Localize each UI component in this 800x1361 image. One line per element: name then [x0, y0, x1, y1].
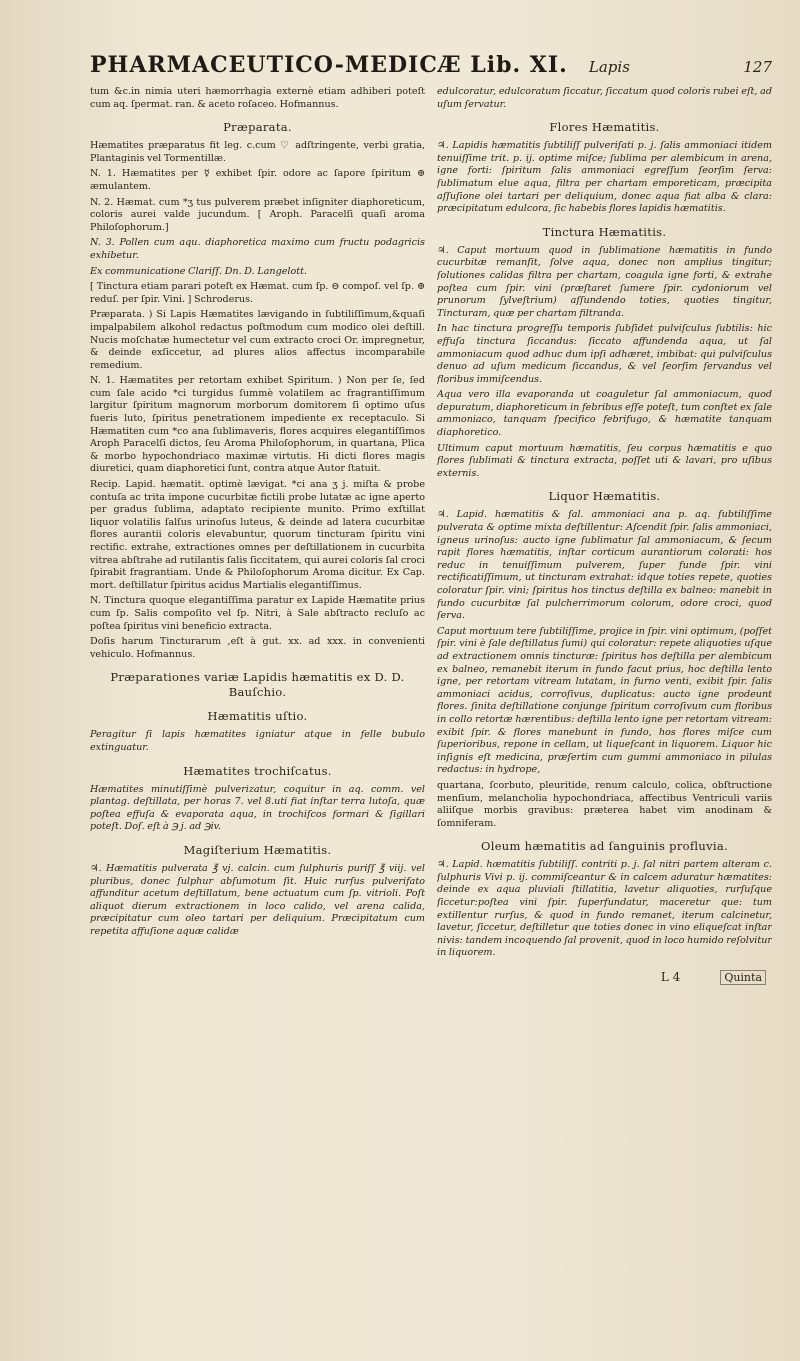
- paragraph: Ex communicatione Clariſſ. Dn. D. Langelott.: [90, 265, 308, 277]
- paragraph: ♃. Lapid. hæmatitis ſubtiliſſ. contriti p. j. ſal nitri partem alteram c. ſulphuris Vivi p. ij. commiſceantur & in calcem aduratur hæmatites: deinde ex aqua pluviali ſtillatitia, lavetur aliquoties, rurſuſque ſiccetur:poſtea vini ſpir. ſuperfundatur, maceretur que: tum extillentur rurſus, & quod in fundo remanet, iterum calcinetur, lavetur, ſiccetur, deſtilletur que toties donec in vino eliqueſcat inſtar nivis: tandem incoquendo ſal provenit, quod in loco humido reſolvitur in liquorem.: [437, 859, 772, 959]
- paragraph: tum &c.in nimia uteri hæmorrhagia externè etiam adhiberi poteſt cum aq. ſpermat. ran. & aceto roſaceo. Hofmannus.: [90, 86, 425, 110]
- paragraph: ♃. Hæmatitis pulverata ℥ vj. calcin. cum ſulphuris puriſſ ℥ viij. vel pluribus, donec ſulphur abſumotum ſit. Huic rurſus pulverifato affunditur acetum deſtillatum, bene actuatum cum ſp. vitrioli. Poſt aliquot dierum extractionem in loco calido, vel arena calida, præcipitatur cum oleo tartari per deliquium. Præcipitatum cum repetita affuſione aquæ calidæ: [90, 862, 425, 937]
- section-name: Lapis: [588, 58, 630, 76]
- paragraph: Ultimum caput mortuum hæmatitis, ſeu corpus hæmatitis e quo flores ſublimati & tinctura extracta, poſſet uti & lavari, pro uſibus externis.: [437, 442, 772, 479]
- page-number: 127: [743, 58, 772, 76]
- left-column: [90, 86, 425, 985]
- paragraph: ♃. Lapidis hæmatitis ſubtiliſſ pulveriſati p. j. ſalis ammoniaci itidem tenuiſſime trit. p. ij. optime miſce; ſublima per alembicum in arena, igne forti: ſpiritum ſalis ammoniaci egreſſum ſeorſim ſerva: ſublimatum elue aqua, filtra per chartam emporeticam, præcipita aſſuſione olei tartari per deliquium, donec aqua fiat alba & clara: præcipitatum edulcora, ſic habebis flores lapidis hæmatitis.: [437, 140, 772, 215]
- page-footer: [437, 970, 772, 985]
- section-heading: Flores Hæmatitis.: [549, 120, 660, 135]
- paragraph: N. Tinctura quoque elegantiſſima paratur ex Lapide Hæmatite prius cum ſp. Salis compoſito vel ſp. Nitri, à Sale abſtracto recluſo ac poſtea ſpiritus vini beneficio extracta.: [90, 595, 425, 632]
- paragraph: ♃. Lapid. hæmatitis & ſal. ammoniaci ana p. aq. ſubtiliſſime pulverata & optime mixta deſtillentur: Aſcendit ſpir. ſalis ammoniaci, igneus urinoſus: aucto igne ſublimatur ſal ammoniacum, & ſecum rapit flores hæmatitis, inſtar corticum aurantiorum colorati: hos reduc in tenuiſſimum pulverem, ſuper funde ſpir. vini rectificatiſſimum, ut tincturam extrahat: idque toties repete, quoties coloratur ſpir. vini; ſpiritus hos tinctus deſtilla ex balneo: manebit in fundo cucurbitæ ſal pulcherrimorum colorum, odore croci, quod ſerva.: [437, 509, 772, 622]
- paragraph: ♃. Caput mortuum quod in ſublimatione hæmatitis in fundo cucurbitæ remanſit, ſolve aqua, donec non amplius tingitur; ſolutiones calidas filtra per chartam, coagula igne forti, & extrahe poſtea cum ſpir. vini (præſtaret ſumere ſpir. cydoniorum vel prunorum ſylveſtrium) aſſundendo toties, quoties tingitur, Tincturam, quæ per chartam filtranda.: [437, 244, 772, 319]
- paragraph: Caput mortuum tere ſubtiliſſime, projice in ſpir. vini optimum, (poſſet ſpir. vini è ſale deſtillatus ſumi) qui coloratur: repete aliquoties uſque ad extractionem omnis tincturæ: ſpiritus hos deſtilla per alembicum ex balneo, remanebit iterum in fundo facut prius, hoc deſtilla lento igne, per retortam vitream lutatam, in furno venti, exibit ſpir. ſalis ammoniaci acidus, corroſivus, duplicatus: aucto igne prodeunt flores. ſinita deſtillatione conjunge ſpiritum corroſivum cum floribus in collo retortæ hærentibus: deſtilla lento igne per retortam vitream: exibit ſpir. & flores manebunt in fundo, hos flores miſce cum ſuperioribus, repone in cellam, ut liqueſcant in liquorem. Liquor hic inſignis eſt medicina, præſertim cum gummi ammoniaco in pilulas redactus: in hydrope,: [437, 625, 772, 776]
- section-heading: Tinctura Hæmatitis.: [542, 224, 667, 239]
- section-heading: Præparata.: [223, 120, 292, 135]
- paragraph: N. 3. Pollen cum aqu. diaphoretica maximo cum fructu podagricis exhibetur.: [90, 237, 425, 261]
- paragraph: Præparata. ) Si Lapis Hæmatites lævigando in ſubtiliſſimum,&quaſi impalpabilem alkohol redactus poſtmodum cum modico olei deſtill. Nucis moſchatæ humectetur vel cum extracto croci Or. impregnetur, & deinde exſiccetur, ad plures alios affectus incomparabile remedium.: [90, 309, 425, 371]
- paragraph: Doſis harum Tincturarum ,eſt à gut. xx. ad xxx. in convenienti vehiculo. Hofmannus.: [90, 636, 425, 660]
- text-columns: [90, 86, 772, 985]
- paragraph: Aqua vero illa evaporanda ut coaguletur ſal ammoniacum, quod depuratum, diaphoreticum in febribus eſſe poteſt, tum conſtet ex ſale ammoniaco, tanquam ſpecifico febrifugo, & hæmatite tanquam diaphoretico.: [437, 389, 772, 439]
- paragraph: In hac tinctura progreſſu temporis ſubſidet pulviſculus ſubtilis: hic effuſa tinctura ſiccandus: ſiccato affundenda aqua, ut ſal ammoniacum quod adhuc dum ipſi adhæret, imbibat: qui pulviſculus denuo ad uſum medicum ſiccandus, & vel ſeorſim ſervandus vel floribus immiſcendus.: [437, 323, 772, 385]
- page-header: [90, 52, 772, 82]
- section-heading: Hæmatitis uſtio.: [207, 709, 308, 724]
- paragraph: Recip. Lapid. hæmatit. optimè lævigat. *ci ana ʒ j. miſta & probe contuſa ac trita impone cucurbitæ fictili probe lutatæ ac igne aperto per gradus ſublima, adaptato recipiente munito. Primo exſtillat liquor volatilis ſalſus urinoſus luteus, & deinde ad latera cucurbitæ flores aurantii coloris elevabuntur, quorum tincturam ſpiritu vini rectific. extrahe, extractiones omnes per deſtillationem in cucurbita vitrea abſtrahe ad rutilantis ſalis ſiccitatem, qui aurei coloris ſal croci ſpirabit fragrantiam. Unde & Philoſophorum Aroma dicitur. Ex Cap. mort. deſtillatur ſpiritus acidus Martialis elegantiſſimus.: [90, 479, 425, 591]
- paragraph: [ Tinctura etiam parari poteſt ex Hæmat. cum ſp. ⊖ compoſ. vel ſp. ⊕ reduſ. per ſpir. Vini. ] Schroderus.: [90, 281, 425, 305]
- section-heading: Præparationes variæ Lapidis hæmatitis ex D. D. Bauſchio.: [110, 670, 405, 700]
- paragraph: Hæmatites præparatus fit leg. c.cum ♡ adſtringente, verbi gratia, Plantaginis vel Tormentillæ.: [90, 140, 425, 164]
- signature-mark: L 4: [660, 970, 681, 985]
- right-column: [437, 86, 772, 985]
- section-heading: Magiſterium Hæmatitis.: [183, 842, 332, 857]
- paragraph: edulcoratur, edulcoratum ſiccatur, ſiccatum quod coloris rubei eſt, ad uſum ſervatur.: [437, 86, 772, 110]
- catchword: Quinta: [720, 970, 766, 985]
- paragraph: N. 1. Hæmatites per ☿ exhibet ſpir. odore ac ſapore ſpiritum ⊕ æmulantem.: [90, 168, 425, 192]
- paragraph: N. 1. Hæmatites per retortam exhibet Spiritum. ) Non per ſe, ſed cum ſale acido *ci turgidus ſummè volatilem ac fragrantiſſimum largitur ſpiritum magnorum morborum domitorem ſi optimo uſus fueris luto, ſpiritus penetrationem impediente ex receptaculo. Si Hæmatiten cum *co ana ſublimaveris, flores acquires elegantiſſimos Aroph Paracelſi dictos, ſeu Aroma Philoſophorum, in quartana, Plica & morbo hypochondriaco maximæ virtutis. Hi dicti flores magis diuretici, quam diaphoretici ſunt, contra atque Autor ſtatuit.: [90, 375, 425, 475]
- paragraph: quartana, ſcorbuto, pleuritide, renum calculo, colica, obſtructione menſium, melancholia hypochondriaca, affectibus Ventriculi variis aliiſque morbis gravibus: præterea habet vim anodinam & ſomniferam.: [437, 779, 772, 829]
- section-heading: Hæmatites trochiſcatus.: [183, 763, 332, 778]
- running-title: PHARMACEUTICO-MEDICÆ Lib. XI.: [90, 52, 568, 78]
- paragraph: Hæmatites minutiſſimè pulverizatur, coquitur in aq. comm. vel plantag. deſtillata, per horas 7. vel 8.uti fiat inſtar terra lutoſa, quæ poſtea effuſa & evaporata aqua, in trochiſcos formari & ſigillari poteſt. Doſ. eſt à ℈ j. ad ℈iv.: [90, 783, 425, 833]
- section-heading: Liquor Hæmatitis.: [548, 489, 661, 504]
- paragraph: Peragitur ſi lapis hæmatites igniatur atque in felle bubulo extinguatur.: [90, 729, 425, 753]
- section-heading: Oleum hæmatitis ad ſanguinis profluvia.: [480, 839, 728, 854]
- paragraph: N. 2. Hæmat. cum *ʒ tus pulverem præbet inſigniter diaphoreticum, coloris aurei valde jucundum. [ Aroph. Paracelſi quaſi aroma Philoſophorum.]: [90, 196, 425, 233]
